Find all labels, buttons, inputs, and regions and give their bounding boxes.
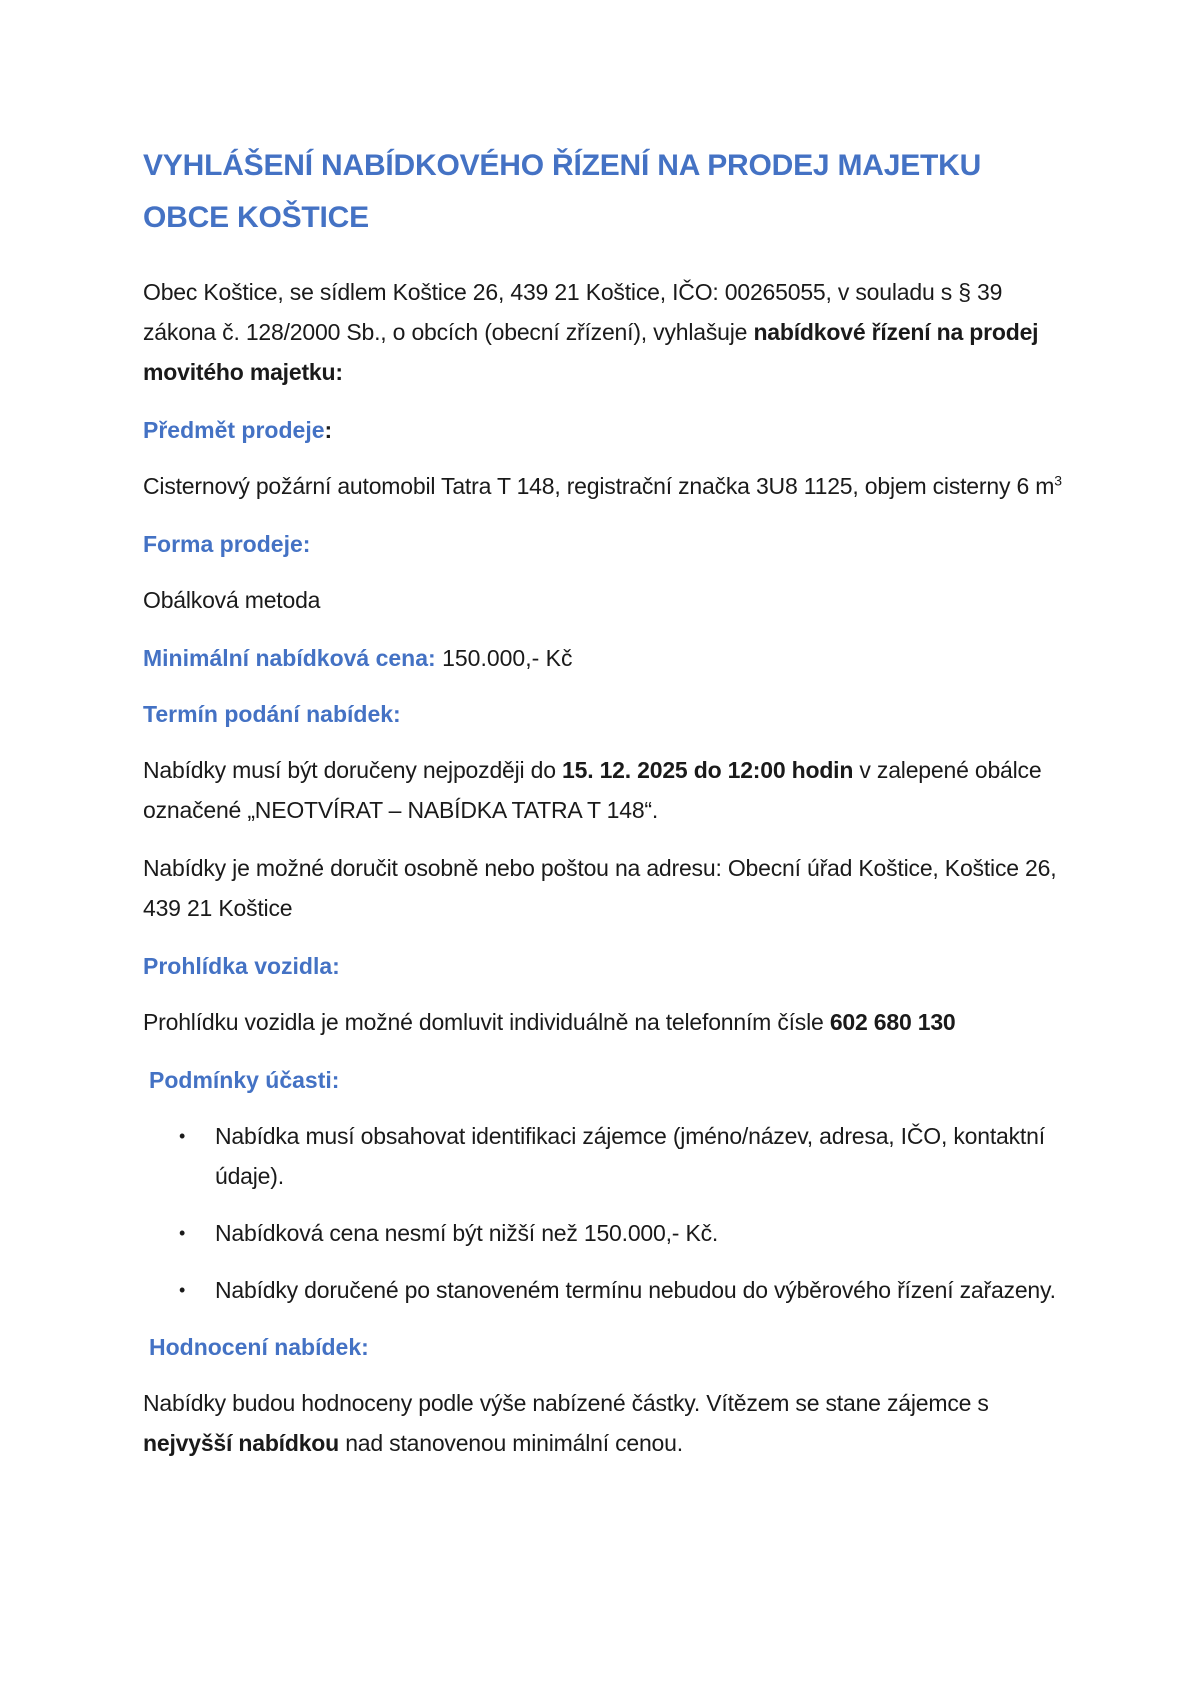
delivery-paragraph: Nabídky je možné doručit osobně nebo poštou na adresu: Obecní úřad Koštice, Koštice 26, 439 21 Koštice <box>143 855 1057 921</box>
document-title: VYHLÁŠENÍ NABÍDKOVÉHO ŘÍZENÍ NA PRODEJ MAJETKU OBCE KOŠTICE <box>143 149 982 234</box>
deadline-heading: Termín podání nabídek: <box>143 701 401 727</box>
min-price-heading <box>143 638 1063 678</box>
deadline-text-before: Nabídky musí být doručeny nejpozději do <box>143 757 563 783</box>
form-paragraph: Obálková metoda <box>143 587 321 613</box>
form-heading: Forma prodeje: <box>143 531 311 557</box>
subject-paragraph <box>143 466 1063 506</box>
evaluation-text-before: Nabídky budou hodnoceny podle výše nabízené částky. Vítězem se stane zájemce s <box>143 1390 989 1416</box>
bullet-icon: • <box>179 1126 186 1146</box>
inspection-heading: Prohlídka vozidla: <box>143 953 340 979</box>
conditions-list <box>143 1116 1063 1310</box>
intro-bold-text: nabídkové řízení na prodej movitého majetku: <box>143 319 1039 385</box>
superscript: 3 <box>1054 472 1062 489</box>
evaluation-heading: Hodnocení nabídek: <box>149 1334 369 1360</box>
list-item-text: Nabídka musí obsahovat identifikaci zájemce (jméno/název, adresa, IČO, kontaktní údaje). <box>215 1123 1045 1189</box>
list-item-text: Nabídková cena nesmí být nižší než 150.000,- Kč. <box>215 1220 719 1246</box>
intro-text: Obec Koštice, se sídlem Koštice 26, 439 21 Koštice, IČO: 00265055, v souladu s § 39 zákona č. 128/2000 Sb., o obcích (obecní zřízení), vyhlašuje <box>143 279 1003 345</box>
phone-number: 602 680 130 <box>829 1009 956 1035</box>
list-item <box>179 1270 1063 1310</box>
min-price-label: Minimální nabídková cena: <box>143 645 436 671</box>
evaluation-text-after: nad stanovenou minimální cenou. <box>339 1430 683 1456</box>
subject-text: Cisternový požární automobil Tatra T 148, registrační značka 3U8 1125, objem cisterny 6 m <box>143 473 1055 499</box>
bullet-icon: • <box>179 1223 186 1243</box>
list-item <box>179 1213 1063 1253</box>
document-page <box>143 140 1063 1481</box>
inspection-paragraph <box>143 1002 1063 1042</box>
min-price-value: 150.000,- Kč <box>435 645 573 671</box>
evaluation-bold-text: nejvyšší nabídkou <box>143 1430 339 1456</box>
inspection-text: Prohlídku vozidla je možné domluvit individuálně na telefonním čísle <box>143 1009 830 1035</box>
list-item-text: Nabídky doručené po stanoveném termínu nebudou do výběrového řízení zařazeny. <box>215 1277 1056 1303</box>
evaluation-paragraph <box>143 1383 1063 1463</box>
bullet-icon: • <box>179 1280 186 1300</box>
intro-paragraph <box>143 272 1063 392</box>
subject-heading-colon: : <box>324 417 333 443</box>
subject-heading-label: Předmět prodeje <box>143 417 325 443</box>
conditions-heading: Podmínky účasti: <box>149 1067 340 1093</box>
deadline-text-after: v zalepené obálce označené „NEOTVÍRAT – NABÍDKA TATRA T 148“. <box>143 757 1042 823</box>
deadline-date: 15. 12. 2025 do 12:00 hodin <box>562 757 854 783</box>
subject-heading <box>143 410 1063 450</box>
deadline-paragraph <box>143 750 1063 830</box>
list-item <box>179 1116 1063 1196</box>
